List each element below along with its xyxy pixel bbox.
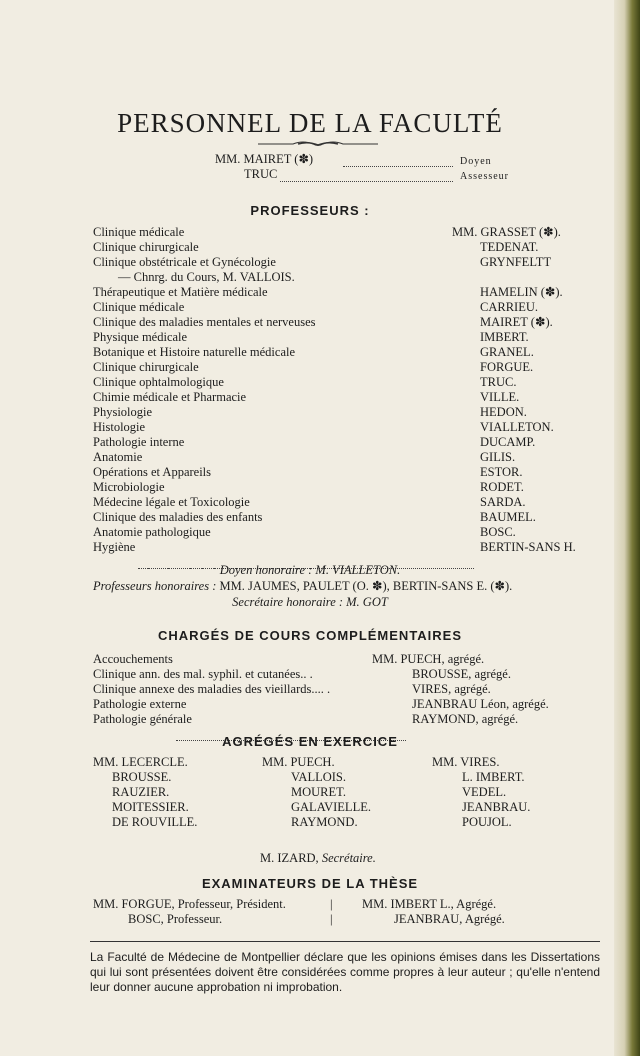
page-edge <box>614 0 640 1056</box>
charge-course: Pathologie générale <box>93 712 192 726</box>
professeur-name: TRUC. <box>480 375 517 389</box>
professeur-name: HEDON. <box>480 405 527 419</box>
professeur-chair: Microbiologie <box>93 480 165 494</box>
professeur-chair: Anatomie <box>93 450 143 464</box>
professeur-chair: Hygiène <box>93 540 136 554</box>
dean-row: MM. MAIRET (✽) <box>215 152 314 166</box>
professeur-chair: Clinique médicale <box>93 225 185 239</box>
professeur-chair: Physique médicale <box>93 330 188 344</box>
professeur-chair: Clinique ophtalmologique <box>93 375 224 389</box>
professeur-name: VILLE. <box>480 390 520 404</box>
secretaire-honoraire: Secrétaire honoraire : M. GOT <box>232 595 388 609</box>
professeur-chair: Physiologie <box>93 405 153 419</box>
examinateur-2: BOSC, Professeur. <box>128 912 223 926</box>
charges-heading: CHARGÉS DE COURS COMPLÉMENTAIRES <box>157 628 463 643</box>
professeurs-heading: PROFESSEURS : <box>250 203 370 218</box>
professeur-chair: Botanique et Histoire naturelle médicale <box>93 345 296 359</box>
professeur-chair: Clinique des maladies des enfants <box>93 510 263 524</box>
professeur-name: VIALLETON. <box>480 420 554 434</box>
professeur-chair: Chimie médicale et Pharmacie <box>93 390 247 404</box>
professeur-name: ESTOR. <box>480 465 523 479</box>
agrege-name: MM. VIRES. <box>432 755 500 769</box>
professeur-name: GRANEL. <box>480 345 534 359</box>
disclaimer-note: La Faculté de Médecine de Montpellier déclare que les opinions émises dans les Dissertations qui lui sont présentées doivent être considérées comme propres à leur auteur ; qu'elle n'entend leur donner aucune approbation ni improbation. <box>90 950 600 994</box>
examinateur-3: MM. IMBERT L., Agrégé. <box>362 897 497 911</box>
agrege-name: VALLOIS. <box>291 770 346 784</box>
professeur-chair: Clinique chirurgicale <box>93 240 199 254</box>
agreges-heading: AGRÉGÉS EN EXERCICE <box>222 734 398 749</box>
agrege-name: MOURET. <box>291 785 346 799</box>
professeur-chair: Clinique des maladies mentales et nerveuses <box>93 315 316 329</box>
assesseur-row: TRUC <box>244 167 278 181</box>
secretaire-line: M. IZARD, Secrétaire. <box>260 851 376 865</box>
charge-course: Accouchements <box>93 652 173 666</box>
professeur-name: TEDENAT. <box>480 240 539 254</box>
professeur-name: BOSC. <box>480 525 516 539</box>
professeur-chair: — Chnrg. du Cours, M. VALLOIS. <box>118 270 295 284</box>
professeur-name: FORGUE. <box>480 360 534 374</box>
agrege-name: MM. LECERCLE. <box>93 755 188 769</box>
agrege-name: L. IMBERT. <box>462 770 525 784</box>
charge-course: Clinique annexe des maladies des vieillards.... . <box>93 682 331 696</box>
professeur-name: DUCAMP. <box>480 435 536 449</box>
professeur-chair: Anatomie pathologique <box>93 525 211 539</box>
professeur-chair: Médecine légale et Toxicologie <box>93 495 250 509</box>
charge-name: JEANBRAU Léon, agrégé. <box>412 697 549 711</box>
professeur-chair: Opérations et Appareils <box>93 465 212 479</box>
agrege-name: DE ROUVILLE. <box>112 815 198 829</box>
agrege-name: RAYMOND. <box>291 815 358 829</box>
professeur-chair: Thérapeutique et Matière médicale <box>93 285 268 299</box>
professeur-name: RODET. <box>480 480 524 494</box>
professeur-name: CARRIEU. <box>480 300 538 314</box>
agrege-name: BROUSSE. <box>112 770 172 784</box>
professeur-name: HAMELIN (✽). <box>480 285 563 299</box>
professeur-chair: Clinique médicale <box>93 300 185 314</box>
charge-course: Pathologie externe <box>93 697 187 711</box>
charge-name: MM. PUECH, agrégé. <box>372 652 485 666</box>
professeur-name: MAIRET (✽). <box>480 315 553 329</box>
professeur-name: GILIS. <box>480 450 516 464</box>
professeur-chair: Histologie <box>93 420 146 434</box>
page-title: PERSONNEL DE LA FACULTÉ <box>117 108 503 138</box>
charge-name: VIRES, agrégé. <box>412 682 491 696</box>
professeur-name: MM. GRASSET (✽). <box>452 225 561 239</box>
professeur-chair: Pathologie interne <box>93 435 185 449</box>
agrege-name: VEDEL. <box>462 785 507 799</box>
professeur-name: GRYNFELTT <box>480 255 552 269</box>
agrege-name: RAUZIER. <box>112 785 170 799</box>
divider-rule <box>90 941 600 942</box>
ornament-divider <box>258 140 378 148</box>
examinateurs-heading: EXAMINATEURS DE LA THÈSE <box>201 876 419 891</box>
dean-role: Doyen <box>460 156 492 167</box>
charge-course: Clinique ann. des mal. syphil. et cutanées.. . <box>93 667 313 681</box>
agrege-name: POUJOL. <box>462 815 512 829</box>
professeurs-honoraires: Professeurs honoraires : MM. JAUMES, PAULET (O. ✽), BERTIN-SANS E. (✽). <box>93 579 513 593</box>
professeur-name: SARDA. <box>480 495 526 509</box>
professeur-name: BERTIN-SANS H. <box>480 540 576 554</box>
agrege-name: JEANBRAU. <box>462 800 531 814</box>
doyen-honoraire: Doyen honoraire : M. VIALLETON. <box>219 563 401 577</box>
assesseur-role: Assesseur <box>460 171 509 182</box>
professeur-chair: Clinique obstétricale et Gynécologie <box>93 255 276 269</box>
examinateur-1: MM. FORGUE, Professeur, Président. <box>93 897 286 911</box>
charge-name: BROUSSE, agrégé. <box>412 667 511 681</box>
agrege-name: GALAVIELLE. <box>291 800 371 814</box>
agrege-name: MM. PUECH. <box>262 755 335 769</box>
professeur-name: BAUMEL. <box>480 510 536 524</box>
professeur-name: IMBERT. <box>480 330 529 344</box>
charge-name: RAYMOND, agrégé. <box>412 712 519 726</box>
examinateur-4: JEANBRAU, Agrégé. <box>394 912 505 926</box>
agrege-name: MOITESSIER. <box>112 800 189 814</box>
professeur-chair: Clinique chirurgicale <box>93 360 199 374</box>
